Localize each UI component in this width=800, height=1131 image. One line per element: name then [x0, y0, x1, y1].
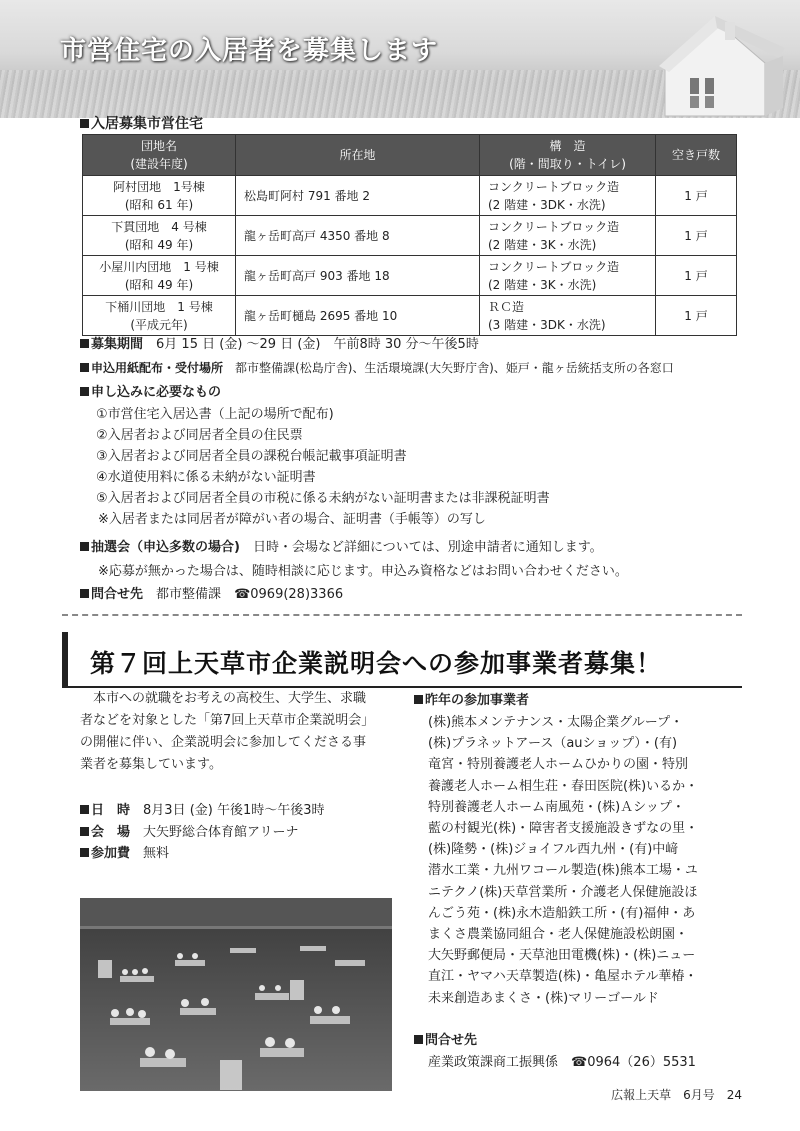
house-icon [655, 8, 795, 118]
table-row: 小屋川内団地 1 号棟 (昭和 49 年) 龍ヶ岳町高戸 903 番地 18 コンクリートブロック造 (2 階建・3K・水洗) 1 戸 [83, 256, 737, 296]
col-address: 所在地 [236, 135, 480, 176]
header-banner [0, 0, 800, 118]
period-line: 募集期間 6月 15 日 (金) ～29 日 (金) 午前8時 30 分～午後5時 [80, 334, 479, 355]
list-item: ④水道使用料に係る未納がない証明書 [96, 470, 316, 485]
fair-contact: 産業政策課商工振興係 ☎0964（26）5531 [428, 1055, 696, 1070]
place-line: 申込用紙配布・受付場所 都市整備課(松島庁舎)、生活環境課(大矢野庁舎)、姫戸・龍ヶ岳統括支所の各窓口 [80, 358, 674, 379]
lottery-note: ※応募が無かった場合は、随時相談に応じます。申込み資格などはお問い合わせください。 [98, 564, 628, 579]
lottery-line: 抽選会（申込多数の場合) 日時・会場など詳細については、別途申請者に通知します。 [80, 537, 603, 558]
table-row: 阿村団地 1号棟 (昭和 61 年) 松島町阿村 791 番地 2 コンクリートブロック造 (2 階建・3DK・水洗) 1 戸 [83, 176, 737, 216]
docs-heading: 申し込みに必要なもの [80, 382, 221, 403]
housing-contact: 問合せ先 都市整備課 ☎0969(28)3366 [80, 584, 343, 605]
col-structure: 構 造 (階・間取り・トイレ) [480, 135, 656, 176]
list-item: ⑤入居者および同居者全員の市税に係る未納がない証明書または非課税証明書 [96, 491, 550, 506]
housing-table [82, 134, 737, 336]
housing-heading: 入居募集市営住宅 [80, 113, 203, 133]
fair-intro: 本市への就職をお考えの高校生、大学生、求職 者などを対象とした「第7回上天草市企業説明会」 の開催に伴い、企業説明会に参加してくださる事 業者を募集しています。 [80, 691, 375, 772]
page-title: 市営住宅の入居者を募集します [60, 36, 439, 66]
list-item: ②入居者および同居者全員の住民票 [96, 428, 303, 443]
section-divider [62, 614, 742, 616]
fair-heading: 第７回上天草市企業説明会への参加事業者募集！ [62, 632, 742, 688]
table-row: 下貫団地 4 号棟 (昭和 49 年) 龍ヶ岳町高戸 4350 番地 8 コンクリートブロック造 (2 階建・3K・水洗) 1 戸 [83, 216, 737, 256]
fair-date: 日 時 8月3日 (金) 午後1時～午後3時 [80, 800, 325, 821]
fair-fee: 参加費 無料 [80, 843, 169, 864]
past-heading: 昨年の参加事業者 [414, 690, 529, 711]
table-row: 下桶川団地 1 号棟 (平成元年) 龍ヶ岳町樋島 2695 番地 10 ＲＣ造 (3 階建・3DK・水洗) 1 戸 [83, 296, 737, 336]
docs-list [96, 404, 550, 530]
col-name: 団地名 (建設年度) [83, 135, 236, 176]
fair-contact-heading: 問合せ先 [414, 1030, 477, 1051]
list-item: ※入居者または同居者が障がい者の場合、証明書（手帳等）の写し [98, 512, 486, 527]
page-footer: 広報上天草 6月号 24 [611, 1088, 742, 1102]
past-participants: (株)熊本メンテナンス・太陽企業グループ・ (株)プラネットアース（auショップ）・(有) 竜宮・特別養護老人ホームひかりの園・特別 養護老人ホーム相生荘・春田医院(株)いるか・ 特別養護老人ホーム南風苑・(株)Ａシップ・ 藍の村観光(株)・障害者支援施設きずなの里・ (株)隆勢・(株)ジョイフル西九州・(有)中﨑 潜水工業・九州ワコール製造(株)熊本工場・ユ ニテクノ(株)天草営業所・介護老人保健施設ほ んごう苑・(株)永木造船鉄工所・(有)福伸・あ まくさ農業協同組合・老人保健施設松朗園・ 大矢野郵便局・天草池田電機(株)・(株)ニュー 直江・ヤマハ天草製造(株)・亀屋ホテル華椿・ 未来創造あまくさ・(株)マリーゴールド [428, 715, 699, 1006]
col-vacancy: 空き戸数 [656, 135, 737, 176]
event-photo [80, 898, 392, 1091]
list-item: ①市営住宅入居込書（上記の場所で配布) [96, 407, 334, 422]
fair-venue: 会 場 大矢野総合体育館アリーナ [80, 822, 299, 843]
list-item: ③入居者および同居者全員の課税台帳記載事項証明書 [96, 449, 407, 464]
